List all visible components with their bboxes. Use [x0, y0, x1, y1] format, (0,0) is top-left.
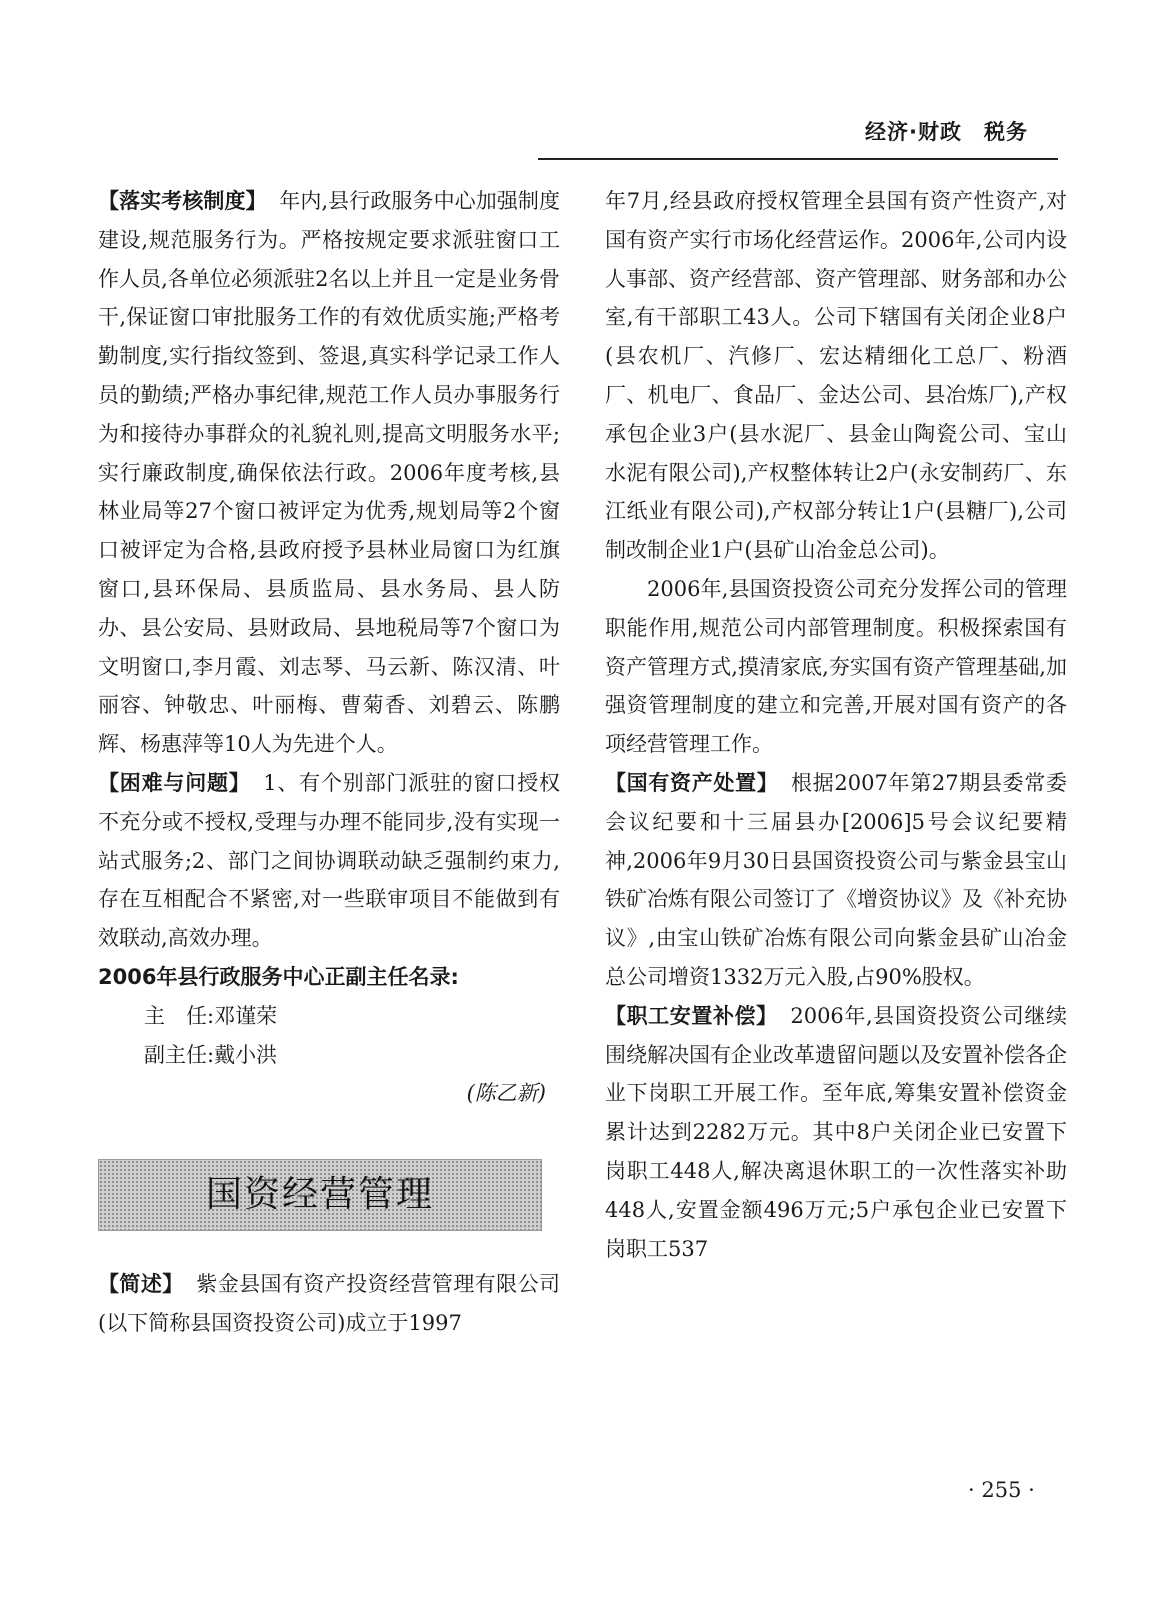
header-title: 经济·财政 税务	[865, 120, 1028, 144]
text-overview: 紫金县国有资产投资经营管理有限公司(以下简称县国资投资公司)成立于1997	[98, 1272, 561, 1335]
author-signature: (陈乙新)	[466, 1081, 546, 1106]
paragraph-problems	[98, 764, 560, 958]
text-asset-disposal: 根据2007年第27期县委常委会议纪要和十三届县办[2006]5号会议纪要精神,2006年9月30日县国资投资公司与紫金县宝山铁矿冶炼有限公司签订了《增资协议》及《补充协议》,由宝山铁矿冶炼有限公司向紫金县矿山冶金总公司增资1332万元入股,占90%股权。	[605, 770, 1067, 989]
keyword-assessment: 【落实考核制度】	[98, 189, 267, 213]
text-staff-compensation: 2006年,县国资投资公司继续围绕解决国有企业改革遗留问题以及安置补偿各企业下岗职工开展工作。至年底,筹集安置补偿资金累计达到2282万元。其中8户关闭企业已安置下岗职工448人,解决离退休职工的一次性落实补助448人,安置金额496万元;5户承包企业已安置下岗职工537	[605, 1003, 1067, 1261]
keyword-problems: 【困难与问题】	[98, 770, 251, 795]
page-number: · 255 ·	[968, 1478, 1035, 1502]
left-column	[98, 182, 560, 1343]
text-problems: 1、有个别部门派驻的窗口授权不充分或不授权,受理与办理不能同步,没有实现一站式服务;2、部门之间协调联动缺乏强制约束力,存在互相配合不紧密,对一些联审项目不能做到有效联动,高效办理。	[98, 770, 560, 951]
right-column	[605, 182, 1067, 1268]
keyword-asset-disposal: 【国有资产处置】	[605, 770, 779, 795]
section-heading: 国资经营管理	[205, 1173, 434, 1215]
director-entry: 主 任:邓谨荣	[144, 1003, 278, 1028]
text-assessment: 年内,县行政服务中心加强制度建设,规范服务行为。严格按规定要求派驻窗口工作人员,各单位必须派驻2名以上并且一定是业务骨干,保证窗口审批服务工作的有效优质实施;严格考勤制度,实行指纹签到、签退,真实科学记录工作人员的勤绩;严格办事纪律,规范工作人员办事服务行为和接待办事群众的礼貌礼则,提高文明服务水平;实行廉政制度,确保依法行政。2006年度考核,县林业局等27个窗口被评定为优秀,规划局等2个窗口被评定为合格,县政府授予县林业局窗口为红旗窗口,县环保局、县质监局、县水务局、县人防办、县公安局、县财政局、县地税局等7个窗口为文明窗口,李月霞、刘志琴、马云新、陈汉清、叶丽容、钟敬忠、叶丽梅、曹菊香、刘碧云、陈鹏辉、杨惠萍等10人为先进个人。	[98, 189, 560, 757]
paragraph-assessment	[98, 182, 560, 764]
paragraph-overview	[98, 1265, 560, 1343]
paragraph-asset-disposal	[605, 764, 1067, 997]
deputy-director-entry: 副主任:戴小洪	[144, 1042, 278, 1067]
running-header	[538, 116, 1058, 160]
directors-list-title: 2006年县行政服务中心正副主任名录:	[98, 964, 459, 989]
section-heading-box	[98, 1159, 542, 1231]
paragraph-staff-compensation	[605, 997, 1067, 1269]
keyword-overview: 【简述】	[98, 1272, 184, 1297]
paragraph-overview-continued: 年7月,经县政府授权管理全县国有资产性资产,对国有资产实行市场化经营运作。2006年,公司内设人事部、资产经营部、资产管理部、财务部和办公室,有干部职工43人。公司下辖国有关闭企业8户(县农机厂、汽修厂、宏达精细化工总厂、粉酒厂、机电厂、食品厂、金达公司、县冶炼厂),产权承包企业3户(县水泥厂、县金山陶瓷公司、宝山水泥有限公司),产权整体转让2户(永安制药厂、东江纸业有限公司),产权部分转让1户(县糖厂),公司制改制企业1户(县矿山冶金总公司)。	[605, 189, 1067, 563]
paragraph-management: 2006年,县国资投资公司充分发挥公司的管理职能作用,规范公司内部管理制度。积极探索国有资产管理方式,摸清家底,夯实国有资产管理基础,加强资管理制度的建立和完善,开展对国有资产的各项经营管理工作。	[605, 576, 1067, 757]
keyword-staff-compensation: 【职工安置补偿】	[605, 1003, 778, 1028]
